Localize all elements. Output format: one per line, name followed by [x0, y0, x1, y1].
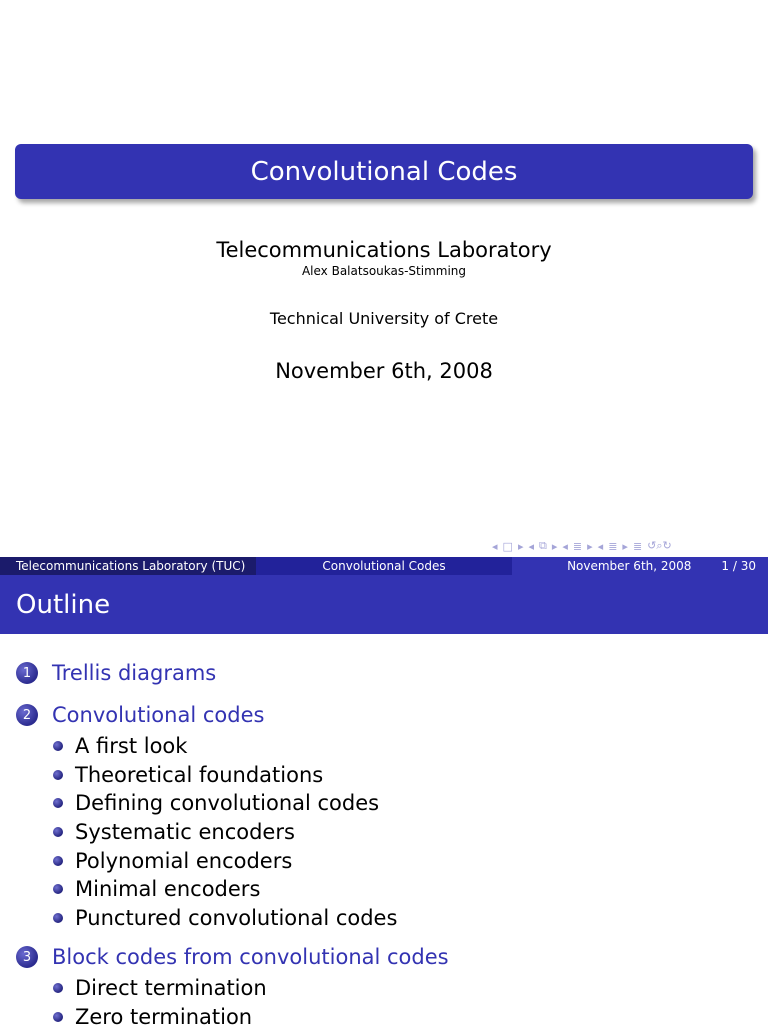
- slide-title: Convolutional Codes: [250, 156, 518, 187]
- toc-subsection[interactable]: [16, 789, 756, 818]
- toc-subsection[interactable]: [16, 818, 756, 847]
- institution: Technical University of Crete: [269, 309, 499, 328]
- toc-section-3[interactable]: [16, 940, 756, 974]
- presentation-date: November 6th, 2008: [275, 359, 493, 383]
- subsection-label[interactable]: Zero termination: [75, 1005, 253, 1030]
- document-icon[interactable]: ≣: [608, 539, 618, 553]
- section-label[interactable]: Trellis diagrams: [52, 661, 217, 685]
- slide-title-box: [15, 144, 753, 199]
- section-label[interactable]: Convolutional codes: [52, 703, 265, 727]
- toc-subsection[interactable]: [16, 1003, 756, 1031]
- frame-title: [0, 575, 768, 634]
- subsection-icon[interactable]: ⧉: [539, 539, 547, 552]
- toc-subsection[interactable]: [16, 904, 756, 933]
- subsection-label[interactable]: Minimal encoders: [75, 877, 261, 902]
- toc-subsection[interactable]: [16, 761, 756, 790]
- bullet-icon: [53, 827, 63, 837]
- bullet-icon: [53, 1012, 63, 1022]
- section-number-ball: 1: [16, 662, 38, 684]
- subsection-label[interactable]: Punctured convolutional codes: [75, 905, 398, 930]
- navigation-symbols: [492, 538, 672, 554]
- frame-next-icon[interactable]: ▸: [517, 539, 524, 553]
- footline-title: Convolutional Codes: [256, 557, 512, 575]
- section-label[interactable]: Block codes from convolutional codes: [52, 945, 449, 970]
- toc-section-2[interactable]: [16, 698, 756, 732]
- bullet-icon: [53, 913, 63, 923]
- toc-subsection[interactable]: [16, 732, 756, 761]
- search-icon[interactable]: ↺⌕↻: [647, 539, 672, 552]
- subsection-prev-icon[interactable]: ◂: [528, 539, 534, 553]
- author-group: Telecommunications Laboratory: [216, 238, 552, 262]
- toc-subsection[interactable]: [16, 875, 756, 904]
- toc-subsection[interactable]: [16, 974, 756, 1003]
- bullet-icon: [53, 983, 63, 993]
- bullet-icon: [53, 770, 63, 780]
- frame-prev-icon[interactable]: ◂: [492, 539, 498, 553]
- footline-date: November 6th, 2008: [567, 559, 692, 573]
- bullet-icon: [53, 798, 63, 808]
- section-next-icon[interactable]: ▸: [587, 539, 593, 553]
- bullet-icon: [53, 856, 63, 866]
- subsection-label[interactable]: Defining convolutional codes: [75, 791, 380, 816]
- footline-author: Telecommunications Laboratory (TUC): [0, 557, 256, 575]
- toc-icon[interactable]: ≣: [632, 539, 643, 553]
- toc-subsection[interactable]: [16, 846, 756, 875]
- footline: [0, 557, 768, 575]
- section-number-ball: 2: [16, 704, 38, 726]
- page-number: 1 / 30: [721, 559, 756, 573]
- section-prev-icon[interactable]: ◂: [562, 539, 568, 553]
- subsection-label[interactable]: Systematic encoders: [75, 820, 295, 845]
- frame-title-text: Outline: [16, 589, 111, 620]
- document-next-icon[interactable]: ▸: [622, 539, 628, 553]
- subsection-label[interactable]: Polynomial encoders: [75, 848, 293, 873]
- footline-right: [512, 557, 768, 575]
- document-prev-icon[interactable]: ◂: [597, 539, 604, 553]
- toc-section-1[interactable]: [16, 656, 756, 690]
- frame-icon[interactable]: □: [502, 539, 513, 553]
- author-name: Alex Balatsoukas-Stimming: [301, 264, 467, 278]
- subsection-label[interactable]: Theoretical foundations: [75, 762, 324, 787]
- bullet-icon: [53, 741, 63, 751]
- subsection-label[interactable]: A first look: [75, 734, 188, 759]
- subsection-next-icon[interactable]: ▸: [551, 539, 558, 553]
- section-icon[interactable]: ≣: [572, 539, 583, 553]
- outline-list: [16, 656, 756, 1031]
- subsection-label[interactable]: Direct termination: [75, 976, 267, 1001]
- section-number-ball: 3: [16, 946, 38, 968]
- bullet-icon: [53, 884, 63, 894]
